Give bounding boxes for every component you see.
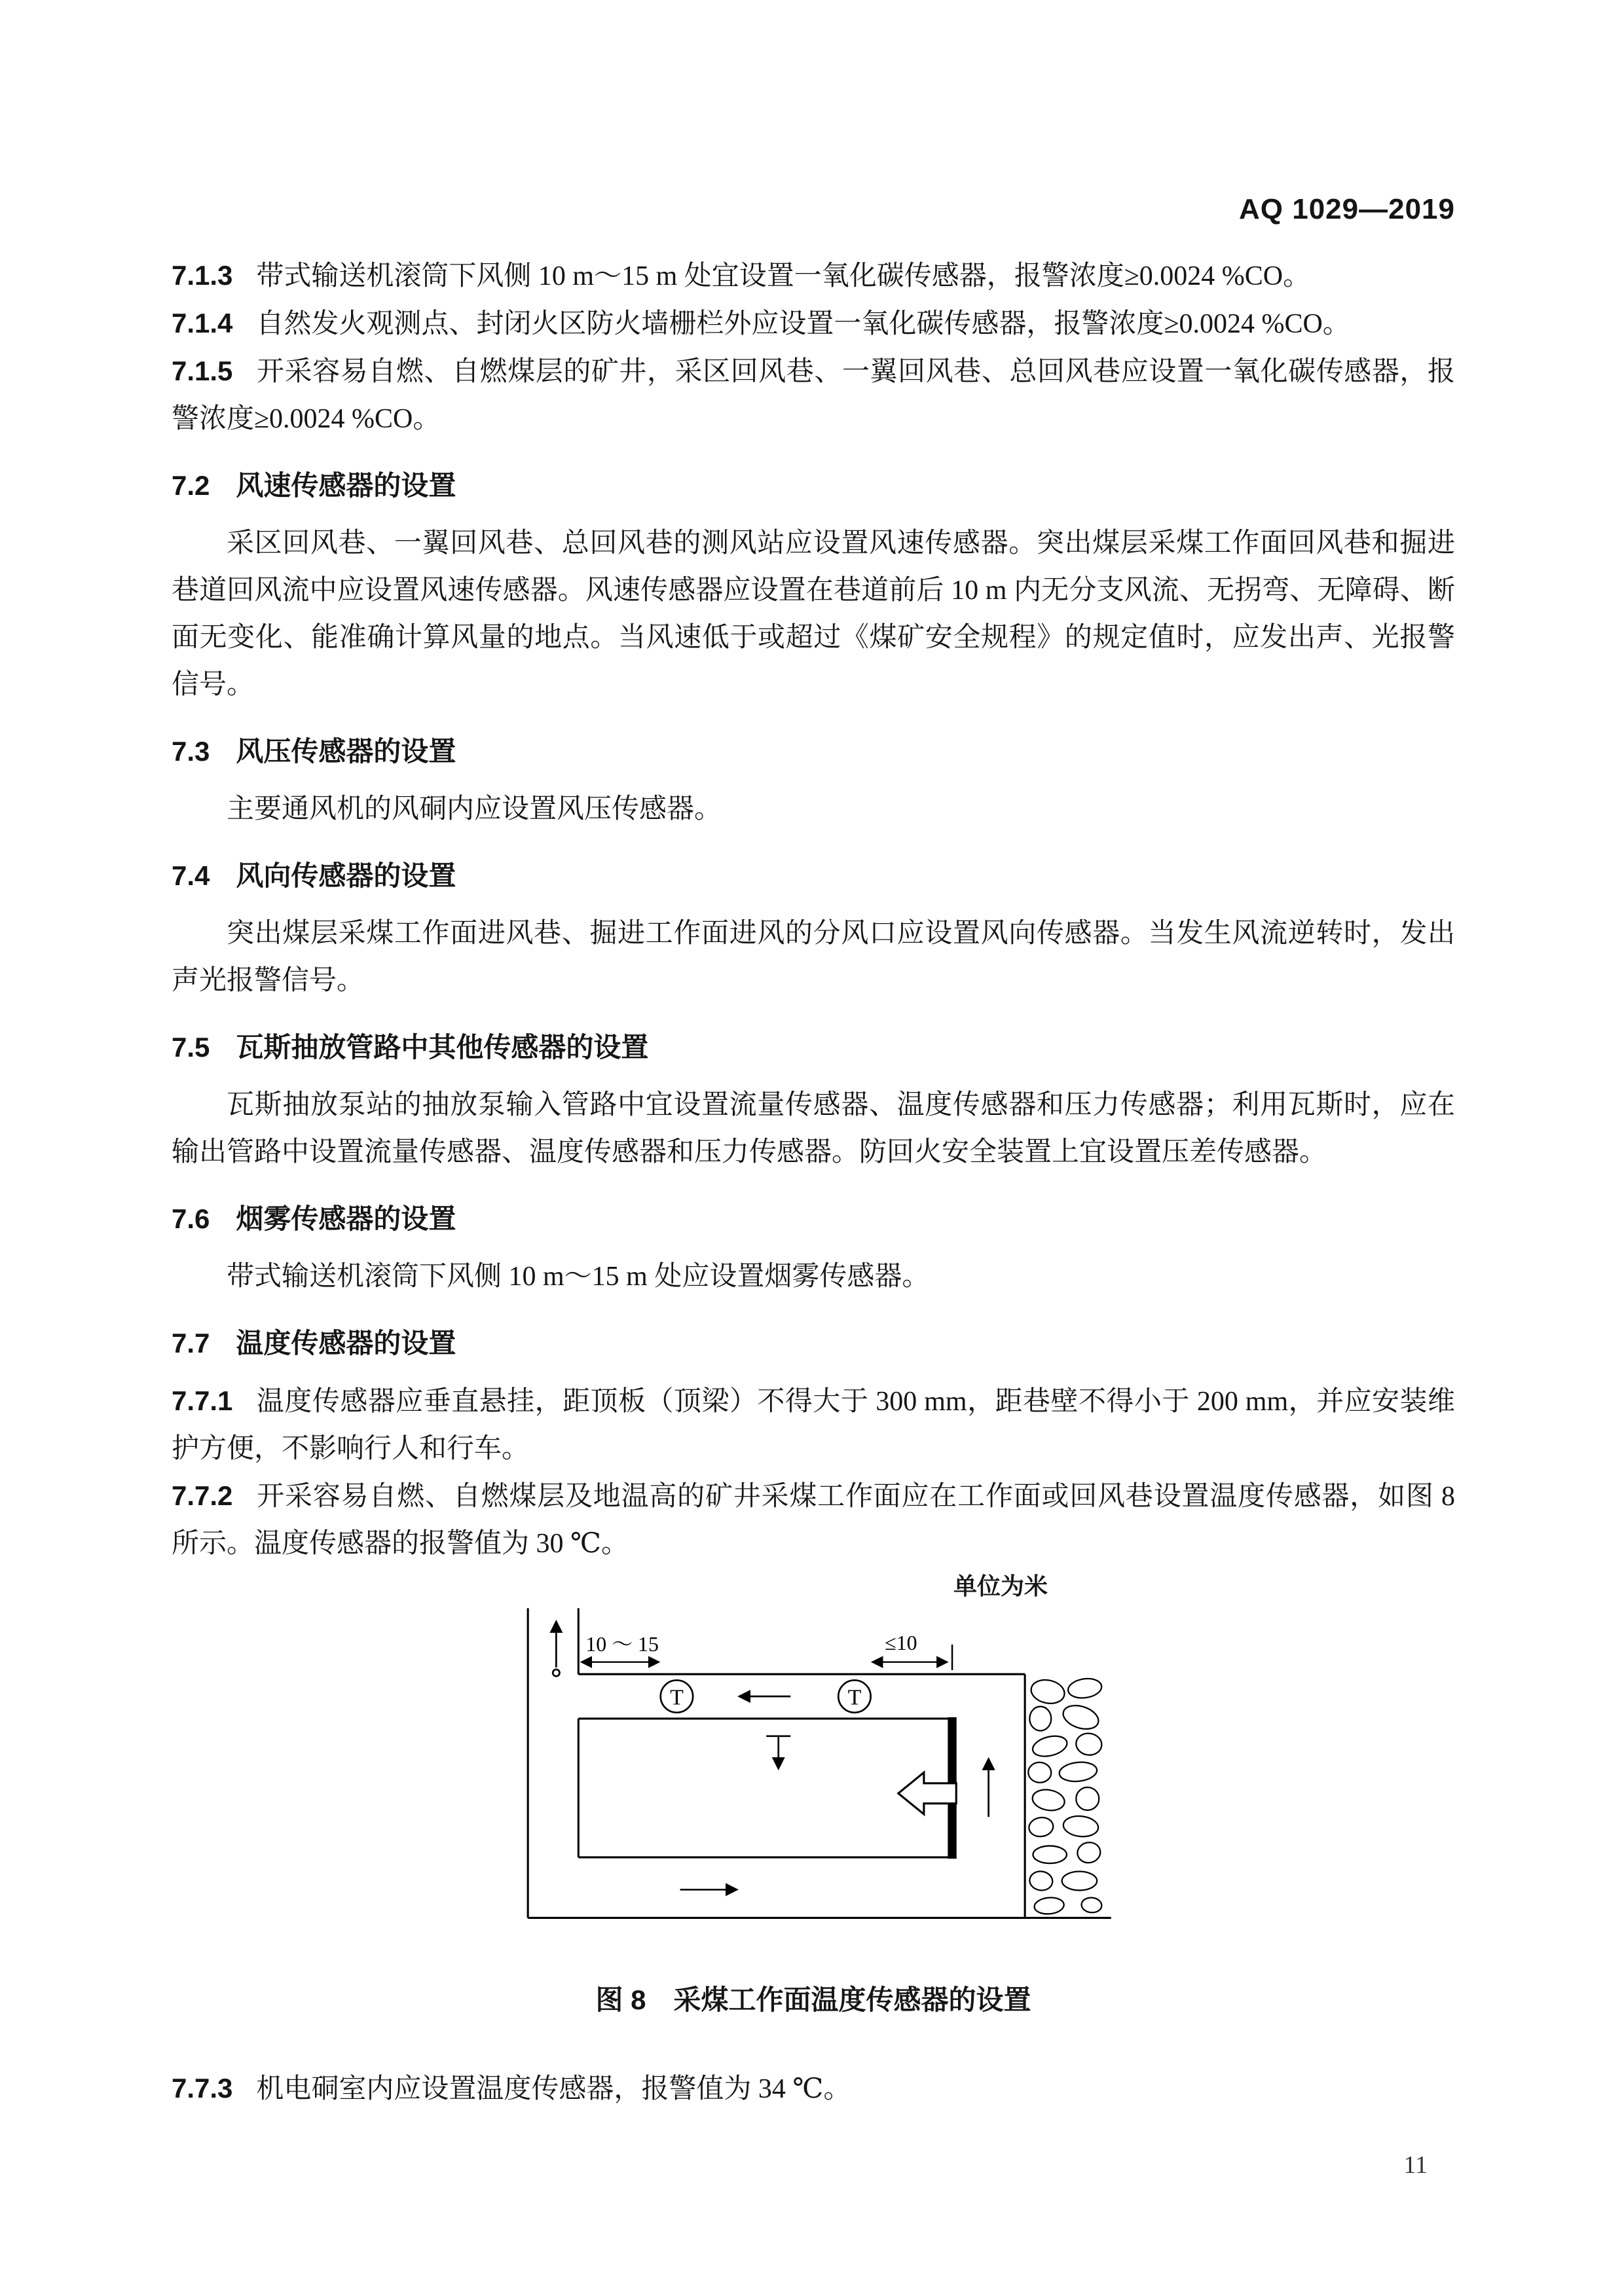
figure-caption-label: 图 8	[595, 1984, 646, 2015]
clause-text: 机电硐室内应设置温度传感器，报警值为 34 ℃。	[256, 2074, 851, 2104]
heading-title: 风向传感器的设置	[236, 860, 456, 891]
heading-7-3	[172, 728, 1455, 775]
heading-number: 7.4	[172, 860, 210, 891]
clause-number: 7.1.3	[172, 260, 233, 291]
heading-title: 烟雾传感器的设置	[236, 1203, 456, 1234]
clause-7-1-3	[172, 252, 1455, 300]
heading-7-6	[172, 1195, 1455, 1243]
gob-rocks	[1027, 1677, 1103, 1915]
temp-sensor-1-label: T	[670, 1685, 684, 1710]
paragraph-7-2: 采区回风巷、一翼回风巷、总回风巷的测风站应设置风速传感器。突出煤层采煤工作面回风巷和掘进巷道回风流中应设置风速传感器。风速传感器应设置在巷道前后 10 m 内无分支风流、无拐弯、无障碍、断面无变化、能准确计算风量的地点。当风速低于或超过《煤矿安全规程》的规定值时，应发出声、光报警信号。	[172, 528, 1455, 700]
figure-8-diagram	[524, 1603, 1116, 1926]
clause-text: 开采容易自燃、自燃煤层的矿井，采区回风巷、一翼回风巷、总回风巷应设置一氧化碳传感器，报警浓度≥0.0024 %CO。	[172, 357, 1455, 434]
paragraph-7-3: 主要通风机的风硐内应设置风压传感器。	[227, 794, 722, 824]
heading-7-4	[172, 852, 1455, 900]
figure-8	[172, 1573, 1455, 2018]
face-advance-arrow	[898, 1772, 956, 1814]
heading-number: 7.2	[172, 470, 210, 501]
sensor-hanger-icon	[766, 1736, 790, 1768]
heading-7-2	[172, 462, 1455, 509]
heading-number: 7.7	[172, 1328, 210, 1358]
clause-7-7-2	[172, 1472, 1455, 1567]
heading-title: 风速传感器的设置	[236, 470, 456, 501]
heading-number: 7.3	[172, 736, 210, 767]
clause-7-7-3	[172, 2065, 1455, 2113]
clause-number: 7.1.4	[172, 308, 233, 338]
temp-sensor-2-label: T	[847, 1685, 862, 1710]
heading-7-5	[172, 1024, 1455, 1071]
heading-title: 温度传感器的设置	[236, 1328, 456, 1358]
standard-code: AQ 1029—2019	[1239, 193, 1455, 225]
figure-unit-label: 单位为米	[953, 1573, 1048, 1599]
clause-7-1-4	[172, 300, 1455, 348]
figure-caption-title: 采煤工作面温度传感器的设置	[673, 1984, 1031, 2015]
clause-text: 自然发火观测点、封闭火区防火墙栅栏外应设置一氧化碳传感器，报警浓度≥0.0024 %CO。	[256, 309, 1350, 339]
heading-title: 风压传感器的设置	[236, 736, 456, 767]
paragraph-7-5: 瓦斯抽放泵站的抽放泵输入管路中宜设置流量传感器、温度传感器和压力传感器；利用瓦斯时，应在输出管路中设置流量传感器、温度传感器和压力传感器。防回火安全装置上宜设置压差传感器。	[172, 1090, 1455, 1167]
dim-label-le10: ≤10	[885, 1631, 917, 1655]
clause-number: 7.7.1	[172, 1385, 233, 1416]
clause-number: 7.7.3	[172, 2073, 233, 2104]
clause-number: 7.1.5	[172, 355, 233, 386]
clause-text: 开采容易自燃、自燃煤层及地温高的矿井采煤工作面应在工作面或回风巷设置温度传感器，如图 8 所示。温度传感器的报警值为 30 ℃。	[172, 1482, 1455, 1559]
junction-dot	[553, 1669, 559, 1676]
heading-number: 7.6	[172, 1203, 210, 1234]
heading-number: 7.5	[172, 1032, 210, 1063]
temp-sensor-2-icon	[838, 1680, 870, 1712]
heading-title: 瓦斯抽放管路中其他传感器的设置	[236, 1032, 649, 1063]
temp-sensor-1-icon	[661, 1680, 693, 1712]
clause-text: 温度传感器应垂直悬挂，距顶板（顶梁）不得大于 300 mm，距巷壁不得小于 200 mm，并应安装维护方便，不影响行人和行车。	[172, 1387, 1455, 1464]
paragraph-7-6: 带式输送机滚筒下风侧 10 m～15 m 处应设置烟雾传感器。	[227, 1262, 930, 1292]
clause-text: 带式输送机滚筒下风侧 10 m～15 m 处宜设置一氧化碳传感器，报警浓度≥0.0024 %CO。	[256, 261, 1311, 291]
figure-caption	[172, 1982, 1455, 2018]
clause-number: 7.7.2	[172, 1480, 233, 1511]
dim-label-10-15: 10 ～ 15	[585, 1633, 659, 1656]
paragraph-7-4: 突出煤层采煤工作面进风巷、掘进工作面进风的分风口应设置风向传感器。当发生风流逆转时，发出声光报警信号。	[172, 919, 1455, 996]
heading-7-7	[172, 1320, 1455, 1367]
page-number: 11	[1403, 2151, 1428, 2179]
clause-7-1-5	[172, 348, 1455, 443]
clause-7-7-1	[172, 1377, 1455, 1472]
